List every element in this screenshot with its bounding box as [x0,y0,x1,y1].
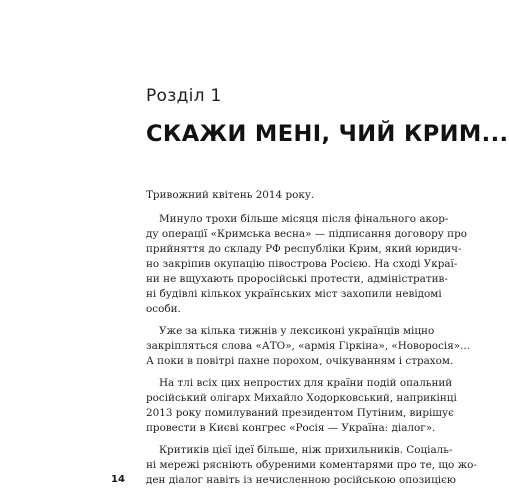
text-line: Минуло трохи більше місяця після фінального акор- [159,213,449,225]
paragraph [146,324,471,369]
body-text [146,188,477,488]
page-number: 14 [111,474,125,485]
text-line: ні будівлі кількох українських міст захопили невідомі [146,288,442,300]
text-line: закріпляться слова «АТО», «армія Гіркіна», «Новоросія»... [146,340,471,352]
paragraph [146,376,457,436]
text-line: ден діалог навіть із нечисленною російською опозицією [146,474,456,486]
text-line: но закріпив окупацію півострова Росією. На сході Украї- [146,258,458,270]
paragraph [146,443,477,488]
text-line: російський олігарх Михайло Ходорковський, наприкінці [146,392,457,404]
paragraph [146,188,400,203]
text-line: Критиків цієї ідеї більше, ніж прихильників. Соціаль- [159,444,453,456]
text-line: Уже за кілька тижнів у лексиконі українців міцно [159,325,435,337]
paragraph [146,212,468,317]
text-line: Тривожний квітень 2014 року. [146,189,315,201]
text-line: 2013 року помилуваний президентом Путіним, вирішує [146,407,454,419]
text-line: А поки в повітрі пахне порохом, очікуванням і страхом. [146,355,454,367]
chapter-title: СКАЖИ МЕНІ, ЧИЙ КРИМ... [146,121,509,147]
chapter-label: Розділ 1 [146,86,222,106]
text-line: прийняття до складу РФ республіки Крим, який юридич- [146,243,462,255]
text-line: На тлі всіх цих непростих для країни подій опальний [159,377,453,389]
text-line: ни не вщухають проросійські протести, адміністратив- [146,273,448,285]
text-line: провести в Києві конгрес «Росія — Україна: діалог». [146,422,436,434]
text-line: ду операції «Кримська весна» — підписання договору про [146,228,468,240]
text-line: ні мережі рясніють обуреними коментарями про те, що жо- [146,459,477,471]
text-line: особи. [146,303,181,315]
